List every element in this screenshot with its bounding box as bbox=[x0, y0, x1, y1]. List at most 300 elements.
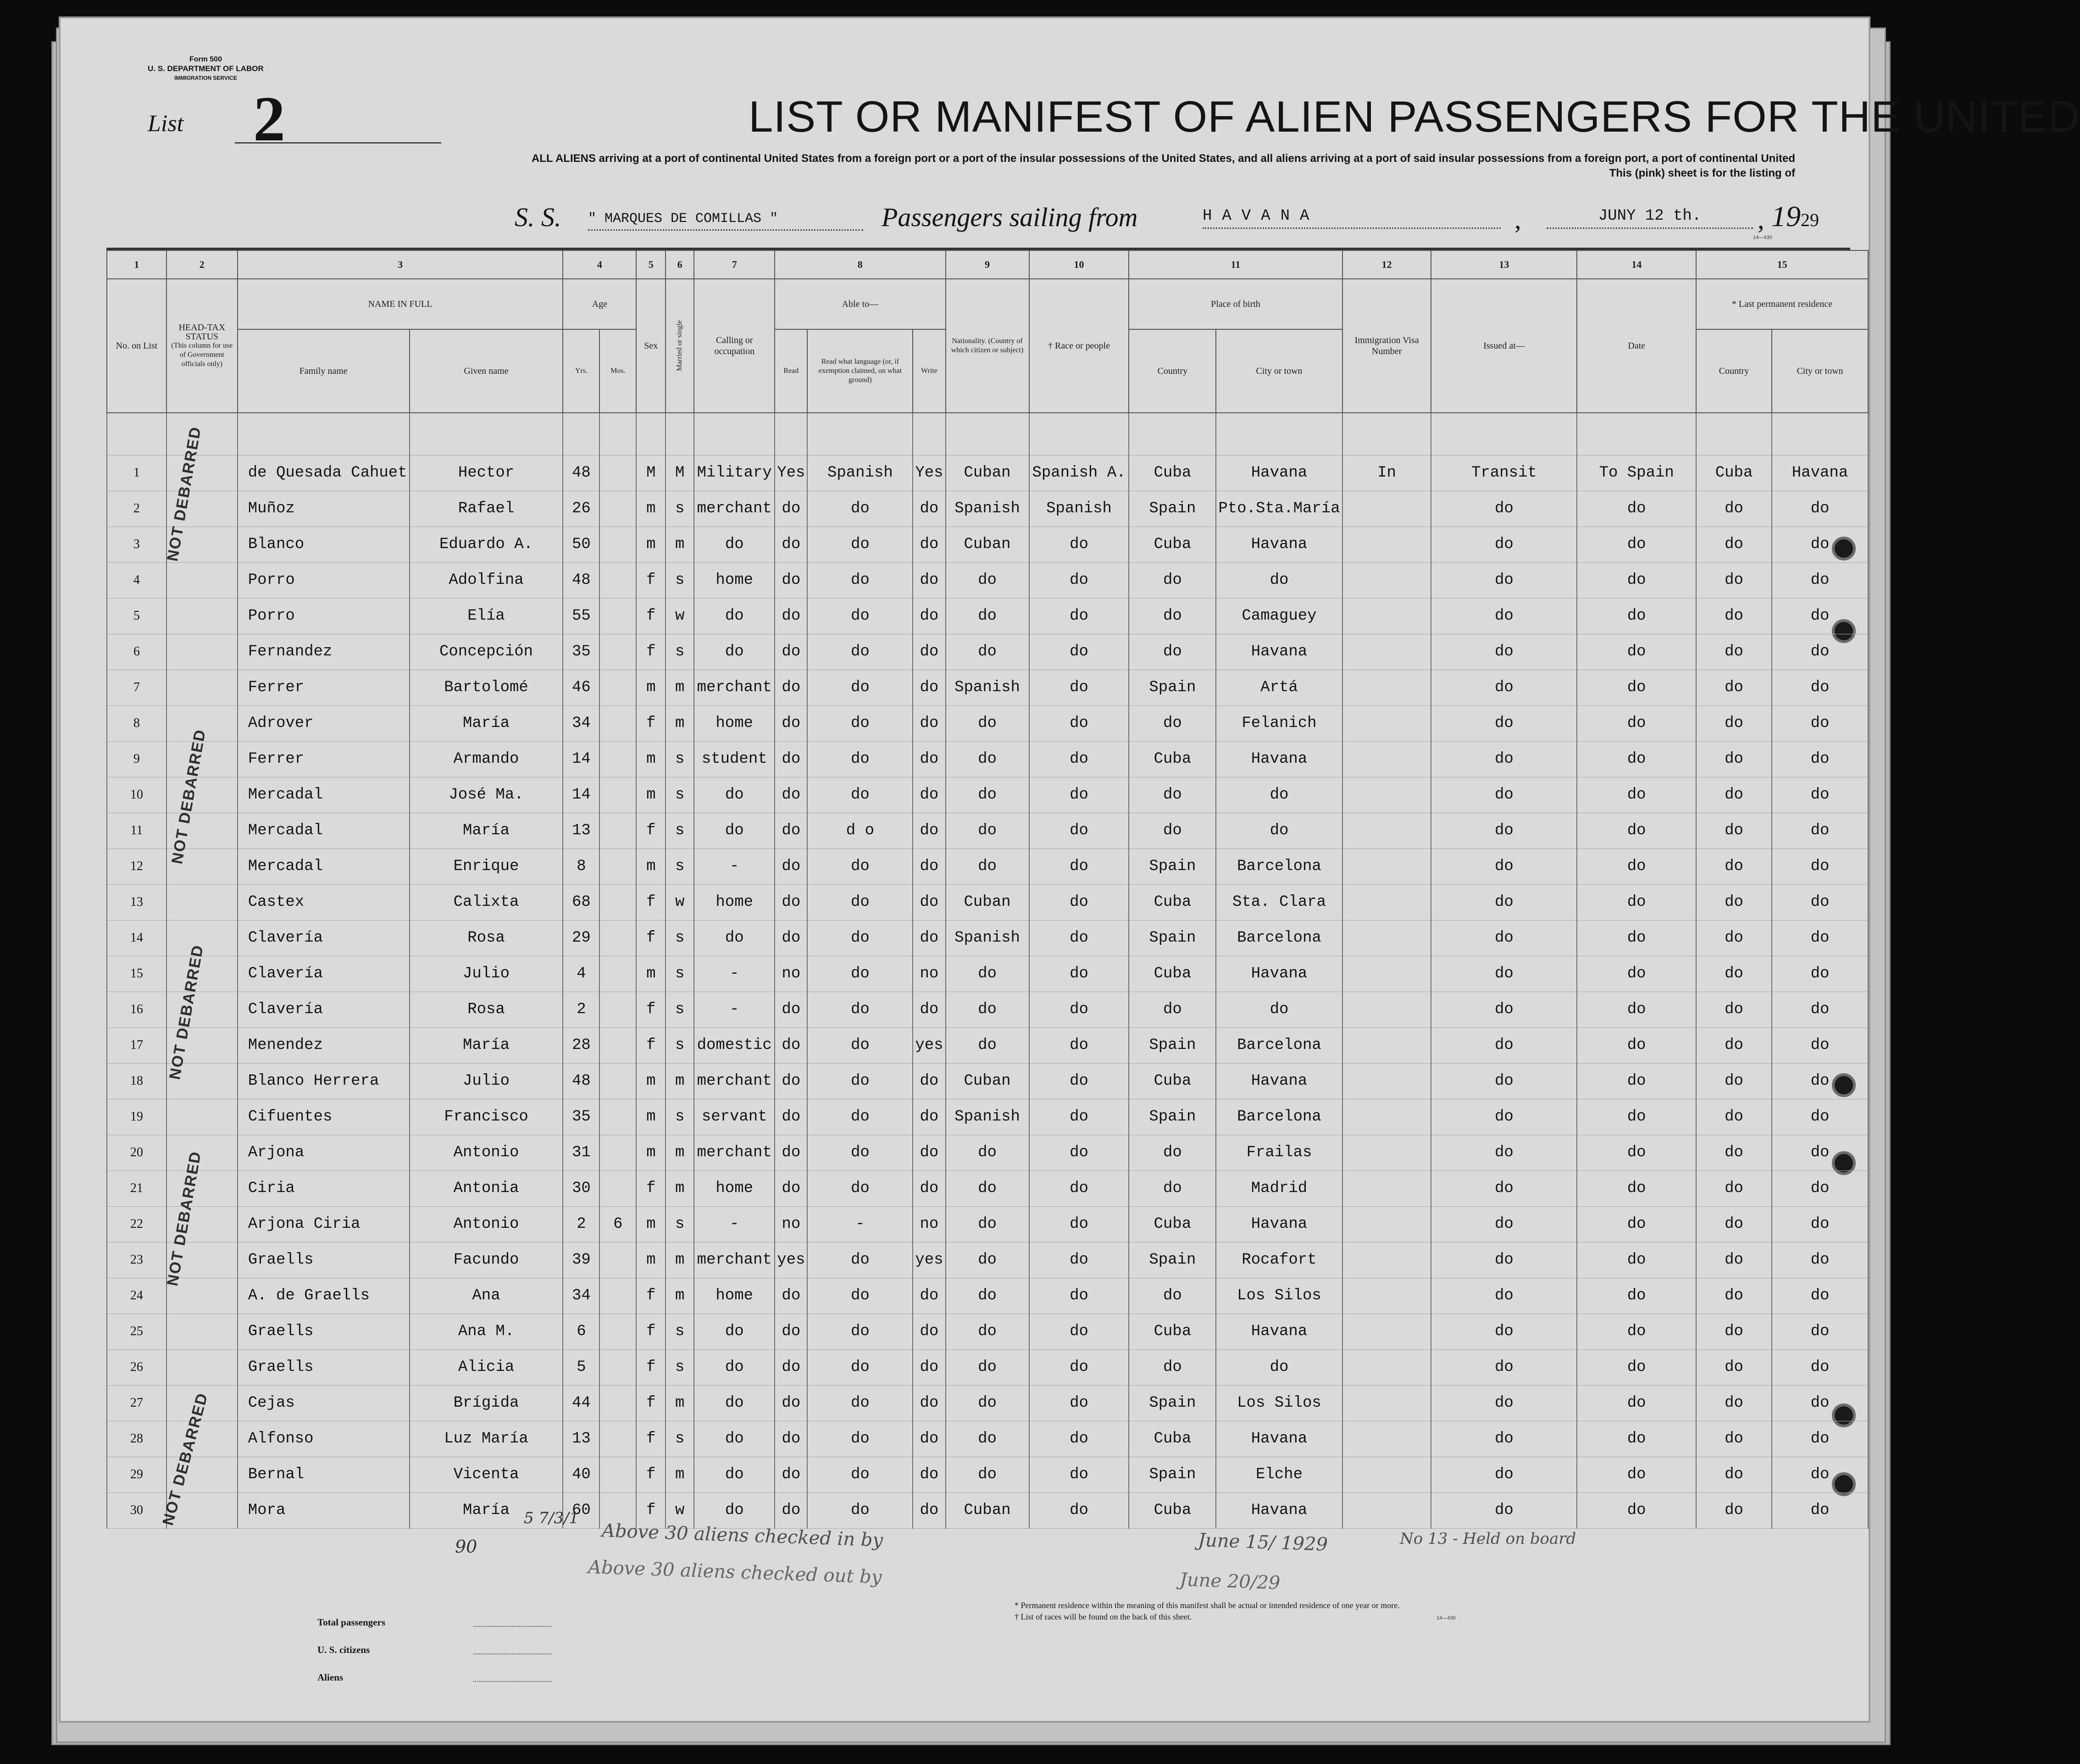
line-number: 22 bbox=[107, 1206, 166, 1242]
race: do bbox=[1029, 598, 1129, 634]
birth-country: Cuba bbox=[1129, 1421, 1216, 1457]
nationality: do bbox=[946, 1314, 1029, 1349]
occupation: do bbox=[694, 813, 775, 849]
sex: f bbox=[636, 1421, 666, 1457]
nationality: Cuban bbox=[946, 527, 1029, 562]
birth-country: Cuba bbox=[1129, 527, 1216, 562]
family-name: Graells bbox=[238, 1314, 410, 1349]
colnum: 11 bbox=[1129, 250, 1342, 279]
read-language: do bbox=[807, 1242, 913, 1278]
marital-status: m bbox=[666, 1135, 694, 1170]
birth-country: do bbox=[1129, 777, 1216, 813]
birth-city: Artá bbox=[1216, 670, 1342, 705]
nationality: Cuban bbox=[946, 1063, 1029, 1099]
age-months: 6 bbox=[599, 1206, 636, 1242]
nationality: Cuban bbox=[946, 1492, 1029, 1528]
held-note: No 13 - Held on board bbox=[1400, 1530, 1576, 1548]
can-read: no bbox=[775, 1206, 807, 1242]
family-name: Alfonso bbox=[238, 1421, 410, 1457]
sex: f bbox=[636, 813, 666, 849]
birth-country: Spain bbox=[1129, 1385, 1216, 1421]
family-name: Porro bbox=[238, 562, 410, 598]
age-months bbox=[599, 491, 636, 527]
family-name: Blanco bbox=[238, 527, 410, 562]
issued-at: do bbox=[1431, 705, 1577, 741]
sex: f bbox=[636, 920, 666, 956]
birth-city: Los Silos bbox=[1216, 1385, 1342, 1421]
residence-country: do bbox=[1696, 1457, 1772, 1492]
head-tax-stamp: NOT DEBARRED bbox=[168, 727, 210, 865]
visa-number bbox=[1342, 1206, 1431, 1242]
visa-number bbox=[1342, 813, 1431, 849]
given-name: Bartolomé bbox=[410, 670, 563, 705]
residence-country: do bbox=[1696, 1385, 1772, 1421]
age-years: 35 bbox=[563, 1099, 599, 1135]
nationality: do bbox=[946, 1170, 1029, 1206]
age-years: 40 bbox=[563, 1457, 599, 1492]
head-tax-stamp: NOT DEBARRED bbox=[159, 1391, 211, 1527]
line-number: 3 bbox=[107, 527, 166, 562]
family-name: Graells bbox=[238, 1349, 410, 1385]
occupation: do bbox=[694, 920, 775, 956]
family-name: Blanco Herrera bbox=[238, 1063, 410, 1099]
visa-date: do bbox=[1577, 1492, 1696, 1528]
table-row bbox=[107, 1206, 1868, 1242]
header-able-to: Able to— bbox=[775, 279, 945, 329]
comma: , bbox=[1514, 205, 1521, 234]
family-name: Cejas bbox=[238, 1385, 410, 1421]
birth-country: Cuba bbox=[1129, 741, 1216, 777]
residence-city: do bbox=[1772, 1421, 1868, 1457]
given-name: Rafael bbox=[410, 491, 563, 527]
line-number: 14 bbox=[107, 920, 166, 956]
age-years: 60 bbox=[563, 1492, 599, 1528]
can-write: do bbox=[913, 1457, 945, 1492]
birth-country: do bbox=[1129, 598, 1216, 634]
sex: f bbox=[636, 1170, 666, 1206]
sex: f bbox=[636, 562, 666, 598]
age-months bbox=[599, 1314, 636, 1349]
issued-at: do bbox=[1431, 920, 1577, 956]
age-months bbox=[599, 562, 636, 598]
age-months bbox=[599, 1027, 636, 1063]
sex: m bbox=[636, 777, 666, 813]
issued-at: do bbox=[1431, 1206, 1577, 1242]
sex: f bbox=[636, 884, 666, 920]
family-name: Menendez bbox=[238, 1027, 410, 1063]
checked-in-note: Above 30 aliens checked in by bbox=[601, 1520, 883, 1551]
residence-country: do bbox=[1696, 1135, 1772, 1170]
marital-status: s bbox=[666, 956, 694, 992]
can-read: do bbox=[775, 813, 807, 849]
departure-port: HAVANA bbox=[1203, 207, 1501, 229]
visa-date: do bbox=[1577, 1421, 1696, 1457]
sex: m bbox=[636, 849, 666, 884]
header-race: † Race or people bbox=[1029, 279, 1129, 413]
residence-city: do bbox=[1772, 813, 1868, 849]
residence-city: do bbox=[1772, 634, 1868, 670]
table-row bbox=[107, 884, 1868, 920]
residence-country: do bbox=[1696, 491, 1772, 527]
total-passengers-label: Total passengers bbox=[317, 1617, 385, 1628]
family-name: Fernandez bbox=[238, 634, 410, 670]
can-read: do bbox=[775, 562, 807, 598]
marital-status: m bbox=[666, 1457, 694, 1492]
colnum: 3 bbox=[238, 250, 563, 279]
occupation: merchant bbox=[694, 1063, 775, 1099]
birth-country: Spain bbox=[1129, 920, 1216, 956]
head-tax-stamp: NOT DEBARRED bbox=[166, 943, 207, 1081]
age-years: 35 bbox=[563, 634, 599, 670]
table-row bbox=[107, 562, 1868, 598]
family-name: A. de Graells bbox=[238, 1278, 410, 1314]
residence-country: do bbox=[1696, 813, 1772, 849]
line-number: 24 bbox=[107, 1278, 166, 1314]
age-months bbox=[599, 1170, 636, 1206]
colnum: 13 bbox=[1431, 250, 1577, 279]
marital-status: s bbox=[666, 1314, 694, 1349]
header-given-name: Given name bbox=[410, 329, 563, 413]
issued-at: do bbox=[1431, 634, 1577, 670]
total-passengers-line bbox=[473, 1626, 551, 1627]
birth-city: Havana bbox=[1216, 741, 1342, 777]
married-label: Married or single bbox=[676, 320, 684, 372]
issued-at: do bbox=[1431, 1027, 1577, 1063]
table-row bbox=[107, 670, 1868, 705]
visa-number bbox=[1342, 562, 1431, 598]
race: do bbox=[1029, 777, 1129, 813]
sailing-date: JUNY 12 th. bbox=[1547, 207, 1753, 229]
table-row bbox=[107, 1492, 1868, 1528]
header-visa: Immigration Visa Number bbox=[1342, 279, 1431, 413]
table-row bbox=[107, 1314, 1868, 1349]
visa-date: do bbox=[1577, 598, 1696, 634]
sailing-label: Passengers sailing from bbox=[882, 202, 1138, 232]
header-birth-city: City or town bbox=[1216, 329, 1342, 413]
residence-country: do bbox=[1696, 777, 1772, 813]
age-years: 39 bbox=[563, 1242, 599, 1278]
line-number: 21 bbox=[107, 1170, 166, 1206]
issued-at: do bbox=[1431, 1135, 1577, 1170]
family-name: Mercadal bbox=[238, 849, 410, 884]
issued-at: do bbox=[1431, 956, 1577, 992]
family-name: Castex bbox=[238, 884, 410, 920]
sex: f bbox=[636, 1278, 666, 1314]
line-number: 30 bbox=[107, 1492, 166, 1528]
can-write: do bbox=[913, 920, 945, 956]
residence-country: do bbox=[1696, 1421, 1772, 1457]
given-name: Rosa bbox=[410, 992, 563, 1027]
occupation: - bbox=[694, 992, 775, 1027]
can-read: do bbox=[775, 1063, 807, 1099]
occupation: - bbox=[694, 1206, 775, 1242]
can-write: do bbox=[913, 1492, 945, 1528]
residence-city: do bbox=[1772, 1242, 1868, 1278]
line-number: 9 bbox=[107, 741, 166, 777]
visa-number bbox=[1342, 670, 1431, 705]
head-tax-cell bbox=[166, 884, 238, 920]
nationality: Spanish bbox=[946, 491, 1029, 527]
issued-at: do bbox=[1431, 562, 1577, 598]
line-number: 18 bbox=[107, 1063, 166, 1099]
checked-in-date: June 15/ 1929 bbox=[1198, 1530, 1328, 1555]
birth-city: Barcelona bbox=[1216, 849, 1342, 884]
ship-prefix: S. S. bbox=[515, 202, 561, 232]
marital-status: m bbox=[666, 1278, 694, 1314]
sex: f bbox=[636, 1349, 666, 1385]
nationality: do bbox=[946, 634, 1029, 670]
age-years: 48 bbox=[563, 562, 599, 598]
marital-status: s bbox=[666, 741, 694, 777]
read-language: do bbox=[807, 1099, 913, 1135]
race: do bbox=[1029, 1099, 1129, 1135]
table-row bbox=[107, 920, 1868, 956]
birth-city: Camaguey bbox=[1216, 598, 1342, 634]
can-write: do bbox=[913, 634, 945, 670]
birth-city: Madrid bbox=[1216, 1170, 1342, 1206]
read-language: do bbox=[807, 634, 913, 670]
can-write: yes bbox=[913, 1242, 945, 1278]
can-read: do bbox=[775, 491, 807, 527]
residence-city: do bbox=[1772, 884, 1868, 920]
sex: m bbox=[636, 1135, 666, 1170]
birth-country: Spain bbox=[1129, 1242, 1216, 1278]
family-name: Mercadal bbox=[238, 777, 410, 813]
visa-date: do bbox=[1577, 956, 1696, 992]
given-name: Calixta bbox=[410, 884, 563, 920]
residence-city: do bbox=[1772, 1027, 1868, 1063]
head-tax-cell bbox=[166, 1314, 238, 1349]
age-years: 2 bbox=[563, 1206, 599, 1242]
family-name: Ferrer bbox=[238, 741, 410, 777]
read-language: do bbox=[807, 705, 913, 741]
residence-country: do bbox=[1696, 1206, 1772, 1242]
residence-country: do bbox=[1696, 705, 1772, 741]
visa-date: do bbox=[1577, 920, 1696, 956]
table-row bbox=[107, 813, 1868, 849]
header-head-tax bbox=[166, 279, 238, 413]
issued-at: do bbox=[1431, 527, 1577, 562]
nationality: do bbox=[946, 562, 1029, 598]
visa-number bbox=[1342, 1457, 1431, 1492]
occupation: student bbox=[694, 741, 775, 777]
can-write: do bbox=[913, 884, 945, 920]
marital-status: s bbox=[666, 813, 694, 849]
visa-number bbox=[1342, 992, 1431, 1027]
department-name: U. S. DEPARTMENT OF LABOR bbox=[148, 64, 264, 73]
residence-city: do bbox=[1772, 1206, 1868, 1242]
occupation: - bbox=[694, 849, 775, 884]
birth-country: Spain bbox=[1129, 670, 1216, 705]
issued-at: do bbox=[1431, 491, 1577, 527]
marital-status: w bbox=[666, 884, 694, 920]
table-row bbox=[107, 1135, 1868, 1170]
marital-status: s bbox=[666, 992, 694, 1027]
race: do bbox=[1029, 1385, 1129, 1421]
can-read: do bbox=[775, 1457, 807, 1492]
visa-number bbox=[1342, 1135, 1431, 1170]
table-row bbox=[107, 956, 1868, 992]
age-months bbox=[599, 527, 636, 562]
read-language: do bbox=[807, 1385, 913, 1421]
can-write: do bbox=[913, 992, 945, 1027]
age-months bbox=[599, 1099, 636, 1135]
table-row bbox=[107, 598, 1868, 634]
can-write: do bbox=[913, 1170, 945, 1206]
line-number: 20 bbox=[107, 1135, 166, 1170]
family-name: Adrover bbox=[238, 705, 410, 741]
sailing-year bbox=[1771, 200, 1819, 233]
sex: f bbox=[636, 705, 666, 741]
age-months bbox=[599, 1349, 636, 1385]
visa-date: do bbox=[1577, 1027, 1696, 1063]
line-number: 8 bbox=[107, 705, 166, 741]
can-read: do bbox=[775, 1314, 807, 1349]
sex: m bbox=[636, 491, 666, 527]
residence-country: do bbox=[1696, 1170, 1772, 1206]
head-tax-title: HEAD-TAX STATUS bbox=[178, 322, 226, 342]
given-name: Francisco bbox=[410, 1099, 563, 1135]
nationality: do bbox=[946, 1027, 1029, 1063]
read-language: do bbox=[807, 992, 913, 1027]
read-language: do bbox=[807, 741, 913, 777]
can-read: do bbox=[775, 1278, 807, 1314]
header-issued-at: Issued at— bbox=[1431, 279, 1577, 413]
visa-number bbox=[1342, 1349, 1431, 1385]
marital-status: s bbox=[666, 1027, 694, 1063]
birth-city: Havana bbox=[1216, 1421, 1342, 1457]
birth-city: Havana bbox=[1216, 634, 1342, 670]
header-family-name: Family name bbox=[238, 329, 410, 413]
can-write: do bbox=[913, 1385, 945, 1421]
visa-date: do bbox=[1577, 491, 1696, 527]
given-name: Hector bbox=[410, 455, 563, 491]
birth-country: do bbox=[1129, 1170, 1216, 1206]
residence-country: do bbox=[1696, 1349, 1772, 1385]
race: do bbox=[1029, 920, 1129, 956]
read-language: do bbox=[807, 956, 913, 992]
birth-country: Cuba bbox=[1129, 1206, 1216, 1242]
can-write: do bbox=[913, 670, 945, 705]
read-language: do bbox=[807, 1492, 913, 1528]
birth-city: Barcelona bbox=[1216, 1099, 1342, 1135]
family-name: Arjona bbox=[238, 1135, 410, 1170]
visa-date: do bbox=[1577, 1278, 1696, 1314]
marital-status: s bbox=[666, 1349, 694, 1385]
age-years: 34 bbox=[563, 705, 599, 741]
read-language: do bbox=[807, 1278, 913, 1314]
age-months bbox=[599, 1242, 636, 1278]
line-number: 11 bbox=[107, 813, 166, 849]
table-row bbox=[107, 491, 1868, 527]
table-row bbox=[107, 777, 1868, 813]
sex: f bbox=[636, 1027, 666, 1063]
checked-out-note: Above 30 aliens checked out by bbox=[588, 1556, 882, 1588]
sex: m bbox=[636, 956, 666, 992]
birth-country: Cuba bbox=[1129, 1492, 1216, 1528]
list-underline bbox=[235, 142, 441, 144]
residence-country: do bbox=[1696, 562, 1772, 598]
can-read: do bbox=[775, 884, 807, 920]
sex: f bbox=[636, 634, 666, 670]
can-read: do bbox=[775, 920, 807, 956]
table-row bbox=[107, 634, 1868, 670]
visa-date: do bbox=[1577, 705, 1696, 741]
residence-country: do bbox=[1696, 634, 1772, 670]
occupation: do bbox=[694, 1421, 775, 1457]
head-tax-cell bbox=[166, 1099, 238, 1135]
residence-country: do bbox=[1696, 956, 1772, 992]
race: do bbox=[1029, 562, 1129, 598]
table-row bbox=[107, 1349, 1868, 1385]
head-tax-stamp: NOT DEBARRED bbox=[164, 425, 205, 563]
visa-number bbox=[1342, 849, 1431, 884]
residence-city: do bbox=[1772, 1385, 1868, 1421]
occupation: home bbox=[694, 1170, 775, 1206]
given-name: Armando bbox=[410, 741, 563, 777]
race: do bbox=[1029, 956, 1129, 992]
issued-at: do bbox=[1431, 777, 1577, 813]
visa-number bbox=[1342, 884, 1431, 920]
age-months bbox=[599, 455, 636, 491]
header-birth-country: Country bbox=[1129, 329, 1216, 413]
sex: f bbox=[636, 1492, 666, 1528]
residence-city: do bbox=[1772, 598, 1868, 634]
age-months bbox=[599, 956, 636, 992]
age-months bbox=[599, 670, 636, 705]
marital-status: m bbox=[666, 1385, 694, 1421]
age-years: 28 bbox=[563, 1027, 599, 1063]
read-language: - bbox=[807, 1206, 913, 1242]
birth-city: do bbox=[1216, 992, 1342, 1027]
birth-city: Havana bbox=[1216, 1492, 1342, 1528]
visa-number bbox=[1342, 1170, 1431, 1206]
birth-city: Havana bbox=[1216, 956, 1342, 992]
marital-status: m bbox=[666, 1063, 694, 1099]
occupation: servant bbox=[694, 1099, 775, 1135]
residence-country: Cuba bbox=[1696, 455, 1772, 491]
table-row bbox=[107, 1421, 1868, 1457]
can-read: Yes bbox=[775, 455, 807, 491]
residence-city: do bbox=[1772, 1314, 1868, 1349]
age-months bbox=[599, 741, 636, 777]
age-years: 8 bbox=[563, 849, 599, 884]
residence-country: do bbox=[1696, 527, 1772, 562]
occupation: do bbox=[694, 1457, 775, 1492]
nationality: Cuban bbox=[946, 455, 1029, 491]
read-language: do bbox=[807, 920, 913, 956]
visa-date: do bbox=[1577, 777, 1696, 813]
margin-code: 5 7/3/1 bbox=[524, 1509, 579, 1527]
residence-city: do bbox=[1772, 741, 1868, 777]
read-language: do bbox=[807, 884, 913, 920]
colnum: 12 bbox=[1342, 250, 1431, 279]
table-row bbox=[107, 1457, 1868, 1492]
visa-date: do bbox=[1577, 527, 1696, 562]
age-months bbox=[599, 1457, 636, 1492]
table-row bbox=[107, 1027, 1868, 1063]
age-years: 34 bbox=[563, 1278, 599, 1314]
issued-at: do bbox=[1431, 1421, 1577, 1457]
line-number: 26 bbox=[107, 1349, 166, 1385]
residence-city: do bbox=[1772, 1492, 1868, 1528]
family-name: Cifuentes bbox=[238, 1099, 410, 1135]
visa-number bbox=[1342, 1099, 1431, 1135]
birth-city: Los Silos bbox=[1216, 1278, 1342, 1314]
visa-number bbox=[1342, 705, 1431, 741]
birth-country: do bbox=[1129, 1278, 1216, 1314]
birth-city: do bbox=[1216, 813, 1342, 849]
